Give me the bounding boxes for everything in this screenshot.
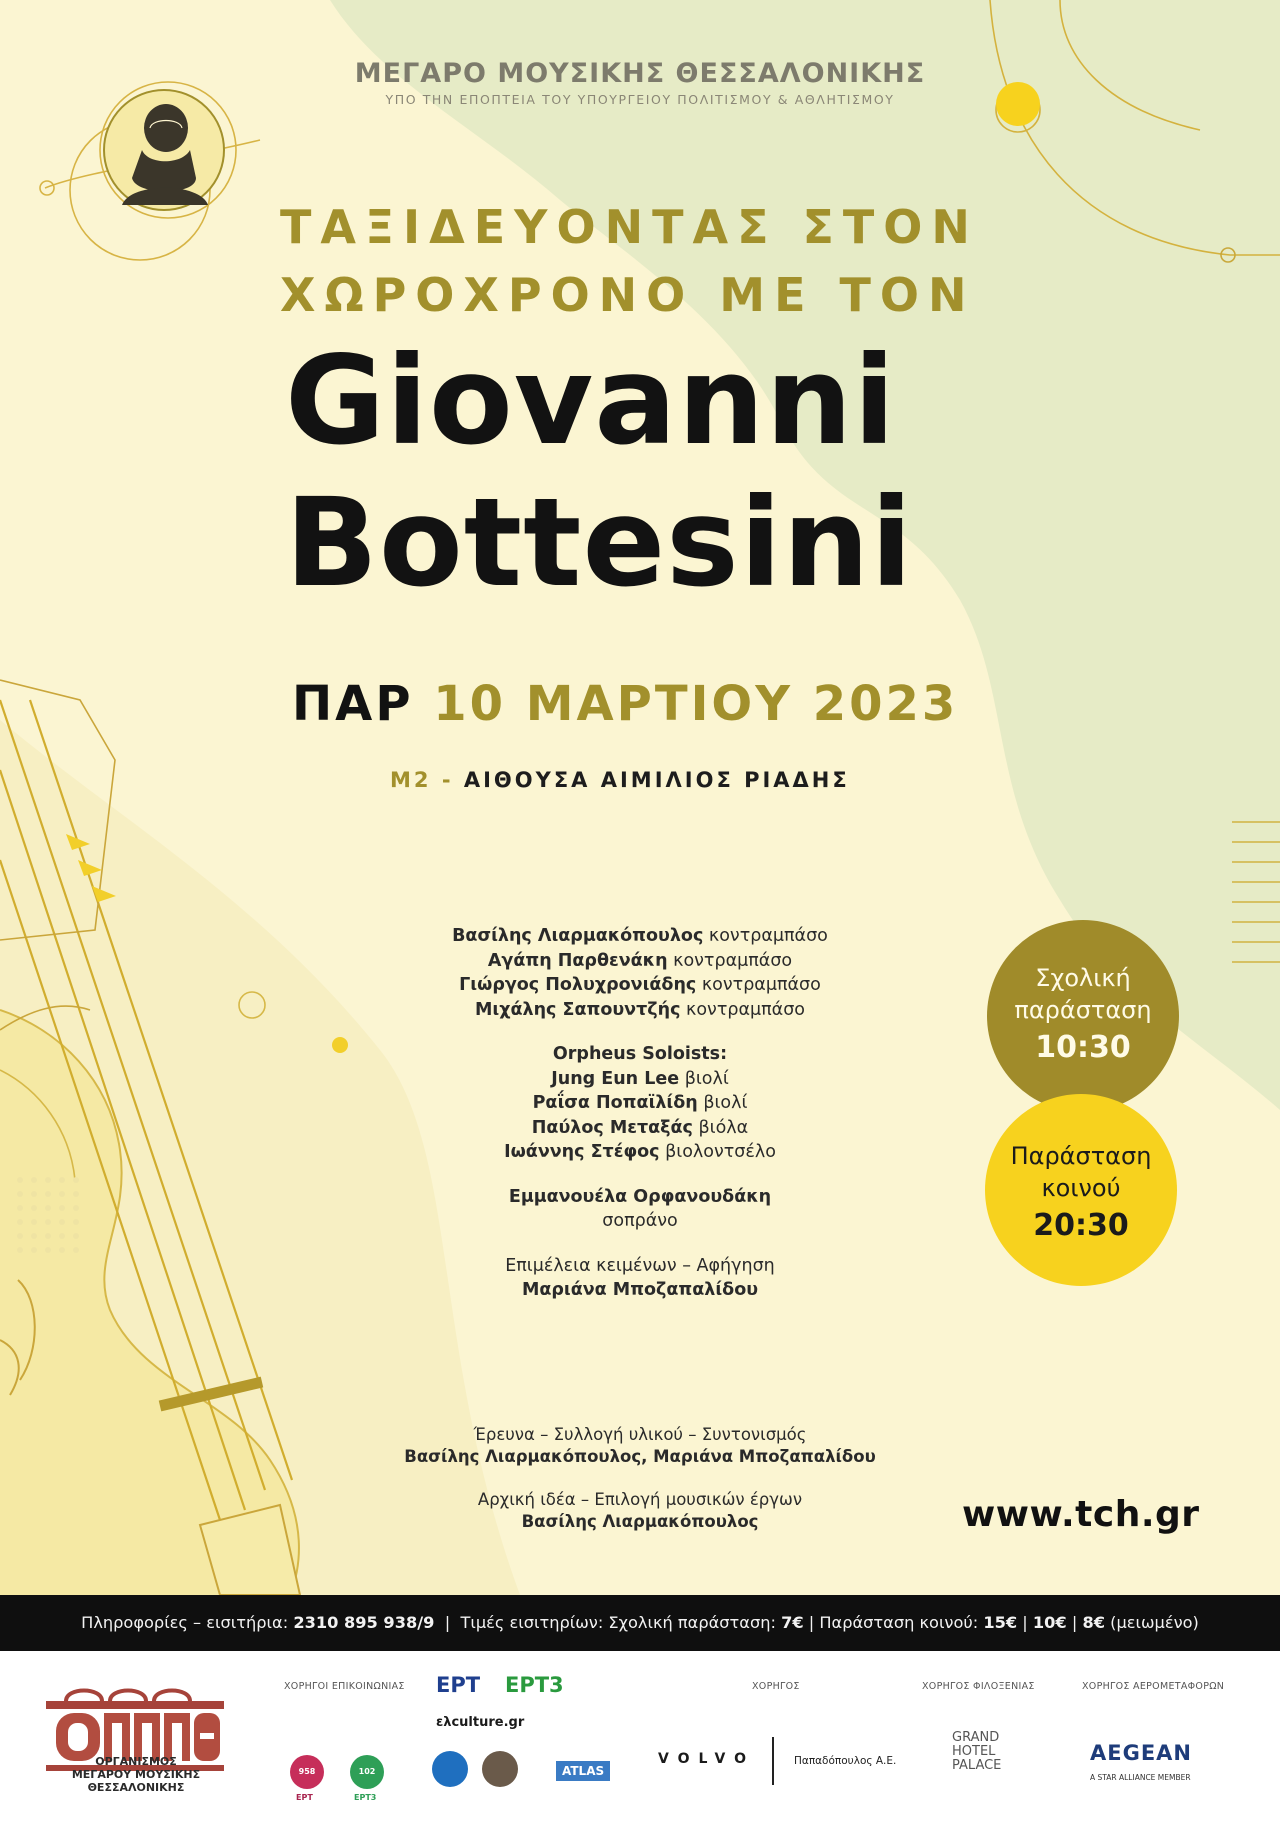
air-sponsor-label: ΧΟΡΗΓΟΣ ΑΕΡΟΜΕΤΑΦΟΡΩΝ [1082, 1681, 1225, 1692]
aegean-tagline: A STAR ALLIANCE MEMBER [1090, 1773, 1191, 1782]
sponsors-strip [0, 1651, 1280, 1831]
credit-line: Αγάπη Παρθενάκη κοντραμπάσο [487, 950, 793, 971]
atlas-logo: ATLAS [556, 1761, 610, 1781]
ert3-logo: ΕΡΤ3 [505, 1673, 564, 1697]
credit-line: Jung Eun Lee βιολί [551, 1068, 729, 1089]
papadopoulos-logo: Παπαδόπουλος Α.Ε. [794, 1755, 897, 1767]
ert-radio-label: ΕΡΤ [296, 1793, 313, 1802]
media-sponsors-label: ΧΟΡΗΓΟΙ ΕΠΙΚΟΙΝΩΝΙΑΣ [284, 1681, 405, 1692]
event-date-day: ΠΑΡ [292, 676, 414, 732]
idea-name: Βασίλης Λιαρμακόπουλος [521, 1512, 759, 1531]
venue-name: ΑΙΘΟΥΣΑ ΑΙΜΙΛΙΟΣ ΡΙΑΔΗΣ [463, 768, 850, 792]
event-title-line-2: ΧΩΡΟΧΡΟΝΟ ΜΕ ΤΟΝ [280, 268, 976, 322]
event-venue [390, 768, 990, 792]
ert-logo: ΕΡΤ [436, 1673, 481, 1697]
org-subtitle: ΥΠΟ ΤΗΝ ΕΠΟΠΤΕΙΑ ΤΟΥ ΥΠΟΥΡΓΕΙΟΥ ΠΟΛΙΤΙΣΜΟΥ & ΑΘΛΗΤΙΣΜΟΥ [385, 92, 895, 107]
website-link[interactable]: www.tch.gr [962, 1494, 1200, 1535]
school-show-time: 10:30 [1035, 1030, 1131, 1065]
public-show-time: 20:30 [1033, 1208, 1129, 1243]
idea-role: Αρχική ιδέα – Επιλογή μουσικών έργων [477, 1490, 803, 1509]
credit-line: Ραΐσα Ποπαϊλίδη βιολί [532, 1093, 748, 1113]
hospitality-sponsor-label: ΧΟΡΗΓΟΣ ΦΙΛΟΞΕΝΙΑΣ [922, 1681, 1035, 1692]
school-show-badge: Σχολική παράσταση 10:30 [987, 920, 1179, 1112]
event-date [292, 676, 1012, 732]
narration-role: Επιμέλεια κειμένων – Αφήγηση [505, 1255, 775, 1276]
volvo-logo: VOLVO [658, 1751, 755, 1767]
composer-first-name: Giovanni [285, 330, 897, 472]
media-logo-brown [482, 1751, 518, 1787]
credit-line: Μιχάλης Σαπουντζής κοντραμπάσο [474, 999, 806, 1020]
credit-line: Παύλος Μεταξάς βιόλα [531, 1117, 749, 1138]
ommth-org-name: ΟΡΓΑΝΙΣΜΟΣ ΜΕΓΑΡΟΥ ΜΟΥΣΙΚΗΣ ΘΕΣΣΑΛΟΝΙΚΗΣ [71, 1755, 201, 1794]
soprano-role: σοπράνο [602, 1211, 678, 1231]
credit-line: Βασίλης Λιαρμακόπουλος κοντραμπάσο [452, 926, 828, 946]
research-role: Έρευνα – Συλλογή υλικού – Συντονισμός [473, 1425, 807, 1444]
venue-separator: - [441, 768, 454, 792]
elculture-logo: ελculture.gr [436, 1715, 525, 1730]
research-names: Βασίλης Λιαρμακόπουλος, Μαριάνα Μποζαπαλίδου [404, 1447, 876, 1466]
event-date-full: 10 ΜΑΡΤΙΟΥ 2023 [433, 676, 959, 732]
performer-credits [360, 924, 920, 1303]
sponsor-divider [772, 1737, 774, 1785]
public-show-badge: Παράσταση κοινού 20:30 [985, 1094, 1177, 1286]
aegean-logo: AEGEAN [1090, 1741, 1193, 1765]
org-title: ΜΕΓΑΡΟ ΜΟΥΣΙΚΗΣ ΘΕΣΣΑΛΟΝΙΚΗΣ [354, 58, 926, 89]
ensemble-title: Orpheus Soloists: [552, 1044, 728, 1064]
media-logo-blue [432, 1751, 468, 1787]
soprano-name: Εμμανουέλα Ορφανουδάκη [508, 1186, 772, 1207]
event-title-line-1: ΤΑΞΙΔΕΥΟΝΤΑΣ ΣΤΟΝ [280, 200, 979, 254]
grand-hotel-palace-logo: GRAND HOTEL PALACE [952, 1730, 1002, 1773]
credit-line: Ιωάννης Στέφος βιολοντσέλο [504, 1142, 776, 1162]
ticket-info-bar: Πληροφορίες – εισιτήρια: 2310 895 938/9 | Τιμές εισιτηρίων: Σχολική παράσταση: 7€ | Παράσταση κοινού: 15€ | 10€ | 8€ (μειωμένο) [0, 1595, 1280, 1651]
phone-number: 2310 895 938/9 [293, 1613, 435, 1632]
radio-958-logo: 958 [290, 1755, 324, 1789]
radio-102-logo: 102 [350, 1755, 384, 1789]
production-credits [380, 1424, 900, 1533]
narration-name: Μαριάνα Μποζαπαλίδου [521, 1280, 759, 1300]
credit-line: Γιώργος Πολυχρονιάδης κοντραμπάσο [459, 975, 821, 995]
composer-last-name: Bottesini [285, 472, 914, 614]
venue-code: Μ2 [390, 768, 432, 792]
ert3-radio-label: ΕΡΤ3 [354, 1793, 377, 1802]
sponsor-label: ΧΟΡΗΓΟΣ [752, 1681, 800, 1692]
yellow-dot-decoration [996, 82, 1040, 126]
